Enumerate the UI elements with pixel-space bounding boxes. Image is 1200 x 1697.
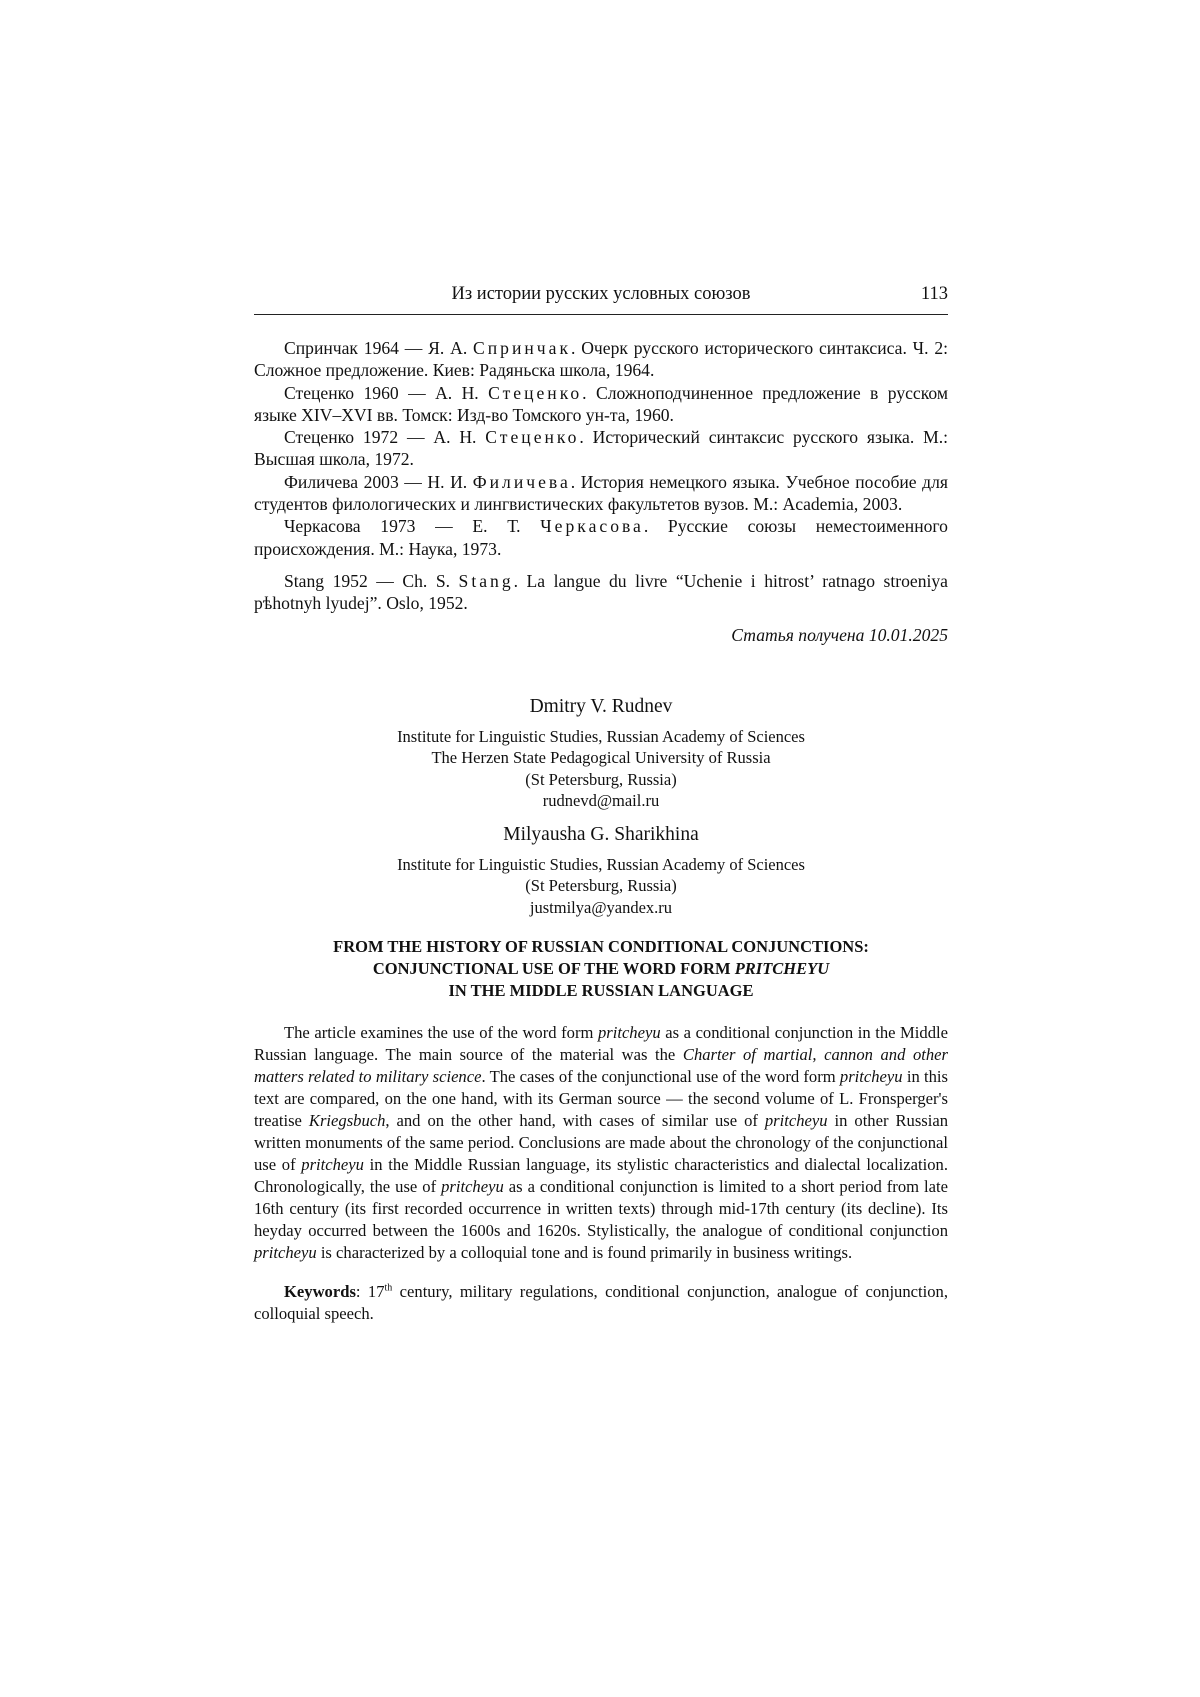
reference-item [254,471,948,516]
reference-author: Stang [458,570,514,591]
abstract-text: . The cases of the conjunctional use of the word form [481,1067,840,1087]
author-email[interactable]: rudnevd@mail.ru [542,791,660,811]
reference-key: Спринчак 1964 — Я. А. [284,338,474,358]
reference-item [254,515,948,560]
reference-author: Стеценко [488,382,583,403]
reference-text: . История немецкого языка. Учебное пособие для студентов филологических и лингвистических факультетов вузов. М.: Academia, 2003. [254,471,948,515]
reference-key: Филичева 2003 — Н. И. [284,471,473,492]
abstract-italic: Charter of martial, cannon and other matters related to military science [254,1045,948,1087]
abstract-text: is characterized by a colloquial tone and is found primarily in business writings. [316,1243,853,1263]
article-title [254,936,948,1002]
author-email[interactable]: justmilya@yandex.ru [529,897,673,917]
reference-author: Стеценко [485,427,580,448]
abstract-text: as a conditional conjunction is limited to a short period from late 16th century (its first recorded occurrence in written texts) through mid-17th century (its decline). Its heyday occurred between the 1600s and 1620s. Stylistically, the analogue of conditional conjunction [254,1177,948,1241]
keywords [254,1281,948,1325]
reference-text: . La langue du livre “Uchenie i hitrost’ ratnago stroeniya pѣhotnyh lyudej”. Oslo, 1952. [254,570,948,614]
reference-author: Спринчак [473,338,572,358]
page-number: 113 [920,284,948,304]
abstract-italic: pritcheyu [764,1111,828,1131]
abstract-italic: Kriegsbuch [308,1111,386,1131]
reference-item [254,570,948,615]
reference-text: . Русские союзы неместоименного происхождения. М.: Наука, 1973. [254,516,948,559]
abstract-italic: pritcheyu [301,1155,364,1175]
reference-text: . Исторический синтаксис русского языка. М.: Высшая школа, 1972. [254,427,949,470]
keywords-label: Keywords [284,1281,356,1301]
abstract-italic: pritcheyu [597,1023,661,1043]
reference-key: Стеценко 1972 — А. Н. [284,427,486,448]
reference-item [254,426,948,471]
abstract-italic: pritcheyu [441,1177,504,1197]
abstract-text: in this text are compared, on the one hand, with its German source — the second volume of L. Fronsperger's treatise [254,1067,948,1131]
abstract-text: as a conditional conjunction in the Middle Russian language. The main source of the material was the [254,1023,948,1065]
abstract-italic: pritcheyu [839,1067,903,1087]
keywords-text: century, military regulations, conditional conjunction, analogue of conjunction, colloquial speech. [254,1281,948,1323]
author-block [254,696,948,812]
article-title-line: FROM THE HISTORY OF RUSSIAN CONDITIONAL CONJUNCTIONS: [333,937,869,957]
affiliation-line: The Herzen State Pedagogical University of Russia [431,748,771,768]
abstract-text: , and on the other hand, with cases of similar use of [385,1111,765,1131]
affiliation-line: Institute for Linguistic Studies, Russian Academy of Sciences [397,854,805,874]
reference-key: Stang 1952 — Ch. S. [284,570,459,591]
keywords-superscript: th [384,1282,393,1294]
article-title-line: IN THE MIDDLE RUSSIAN LANGUAGE [448,981,754,1001]
keywords-separator: : [355,1281,368,1301]
references-list [254,337,948,615]
running-header [254,284,948,315]
received-date: Статья получена 10.01.2025 [731,624,948,645]
reference-text: . Сложноподчиненное предложение в русском языке XIV–XVI вв. Томск: Изд-во Томского ун-та, 1960. [254,382,948,425]
reference-author: Черкасова [540,516,644,537]
abstract-text: in the Middle Russian language, its stylistic characteristics and dialectal localization. Chronologically, the use of [254,1155,948,1197]
author-name: Dmitry V. Rudnev [529,695,673,717]
abstract-text: in other Russian written monuments of the same period. Conclusions are made about the chronology of the conjunctional use of [254,1111,949,1175]
running-title: Из истории русских условных союзов [451,284,751,304]
page-content [254,284,948,1341]
abstract-text: The article examines the use of the word form [284,1023,598,1043]
article-title-italic: PRITCHEYU [734,959,830,979]
abstract [254,1022,948,1264]
abstract-italic: pritcheyu [254,1243,317,1263]
affiliation-line: Institute for Linguistic Studies, Russian Academy of Sciences [397,726,805,746]
reference-item [254,382,948,427]
author-name: Milyausha G. Sharikhina [503,823,699,845]
reference-text: . Очерк русского исторического синтаксиса. Ч. 2: Сложное предложение. Киев: Радяньска школа, 1964. [254,338,949,381]
keywords-century: 17 [367,1281,385,1301]
reference-key: Стеценко 1960 — А. Н. [284,382,489,403]
author-block [254,824,948,919]
reference-key: Черкасова 1973 — Е. Т. [284,516,541,537]
article-title-line [254,958,948,980]
reference-author: Филичева [472,471,571,492]
affiliation-line: (St Petersburg, Russia) [525,769,677,789]
reference-item [254,337,948,382]
affiliation-line: (St Petersburg, Russia) [525,876,677,896]
article-title-text: CONJUNCTIONAL USE OF THE WORD FORM [372,959,735,979]
